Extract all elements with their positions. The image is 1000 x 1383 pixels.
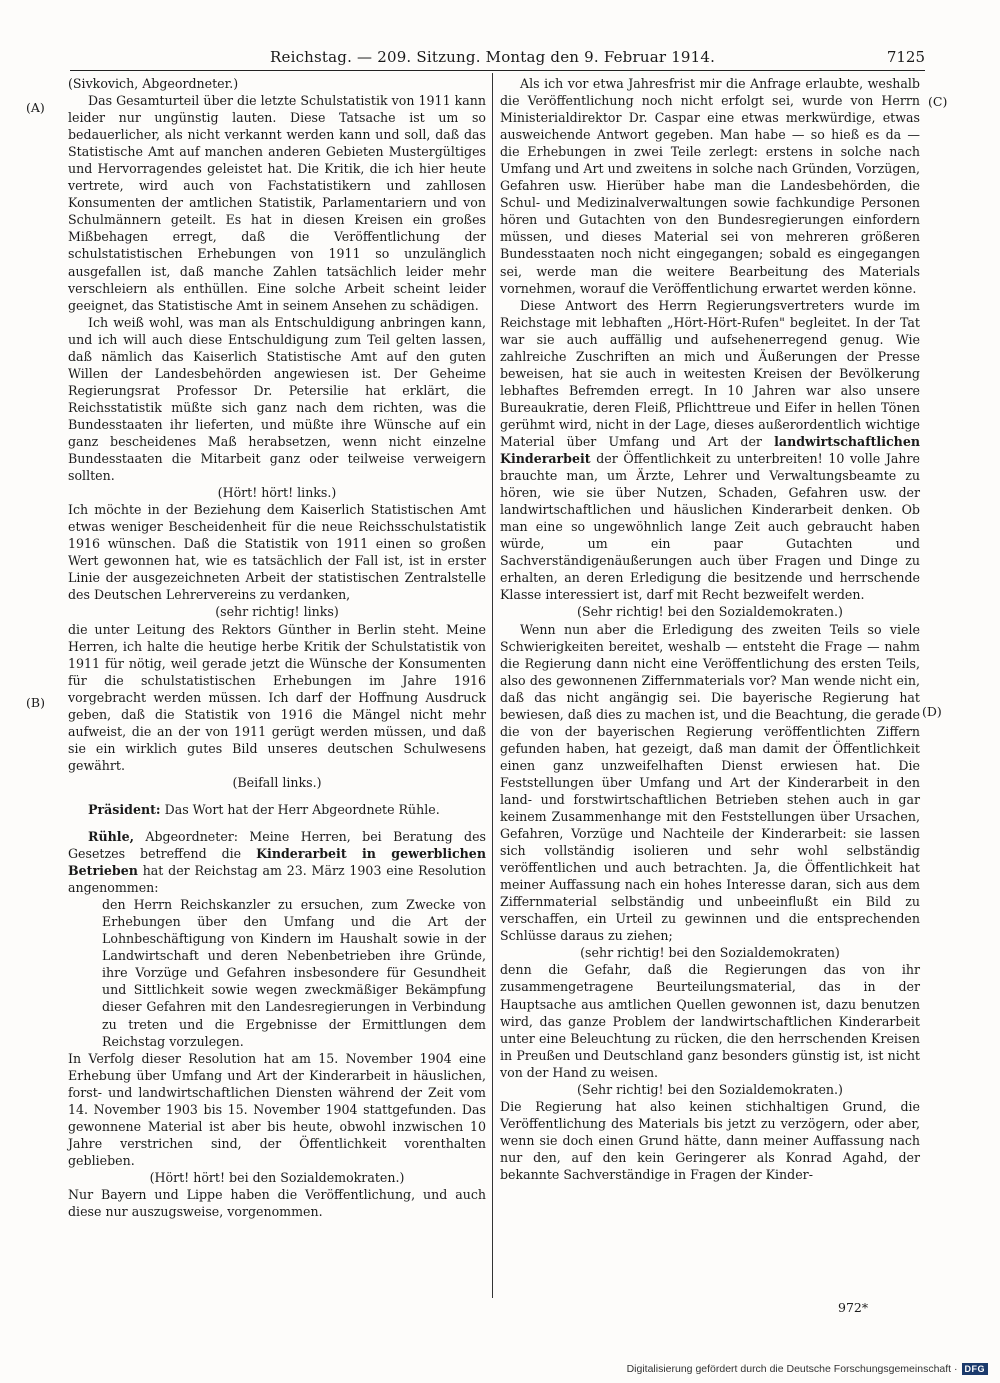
signature-mark: 972* [838,1300,869,1315]
paragraph: In Verfolg dieser Resolution hat am 15. November 1904 eine Erhebung über Umfang und Art der Kinderarbeit in häuslichen, forst- und landwirtschaftlichen Diensten während der Zeit vom 14. November 1903 bis 15. November 1904 stattgefunden. Das gewonnene Material ist aber bis heute, obwohl inzwischen 10 Jahre verstrichen sind, der Öffentlichkeit vorenthalten geblieben. [68,1050,486,1168]
paragraph: Als ich vor etwa Jahresfrist mir die Anfrage erlaubte, weshalb die Veröffentlichung noch nicht erfolgt sei, wurde von Herrn Ministerialdirektor Dr. Caspar eine etwas merkwürdige, etwas ausweichende Antwort gegeben. Man habe — so hieß es da — die Erhebungen in zwei Teile zerlegt: erstens in solche nach Umfang und Art und zweitens in solche nach Gründen, Vorzügen, Gefahren usw. Hierüber habe man die Landesbehörden, die Schul- und Medizinalverwaltungen sowie fachkundige Personen hören und Gutachten von den Bundesregierungen einfordern müssen, und dieses Material sei von mehreren größeren Bundesstaaten noch nicht eingegangen; sobald es eingegangen sei, werde man die weitere Bearbeitung des Materials vornehmen, worauf die Veröffentlichung erwartet werden könne. [500,76,920,296]
interjection: (sehr richtig! bei den Sozialdemokraten) [580,945,840,961]
interjection: (Beifall links.) [232,774,322,790]
emphasis-text: Kinderarbeit in gewerblichen Betrieben [68,846,486,879]
paragraph-text: der Öffentlichkeit zu unterbreiten! 10 volle Jahre brauchte man, um Ärzte, Lehrer und Verwaltungsbeamte zu hören, wie sie über Nutzen, Schaden, Gefahren usw. der landwirtschaftlichen und häuslichen Kinderarbeit denken. Ob man eine so ungewöhnlich lange Zeit auch gebraucht haben würde, um ein paar Gutachten und Sachverständigenäußerungen auch über Fragen und Dinge zu erhalten, an deren Erledigung die besitzende und herrschende Klasse interessiert ist, darf mit Recht bezweifelt werden. [500,451,920,603]
margin-marker-a: (A) [26,100,45,115]
right-column [500,75,920,1183]
statement-text: Abgeordneter: Meine Herren, bei Beratung des Gesetzes betreffend die [68,829,486,862]
president-statement [68,801,486,818]
left-column [68,75,486,1220]
speaker-label: Rühle, [88,829,134,845]
digitization-footer [627,1363,988,1375]
interjection: (Hört! hört! bei den Sozialdemokraten.) [149,1169,405,1185]
paragraph [500,297,920,604]
interjection: (sehr richtig! links) [215,604,339,620]
ruehle-statement [68,828,486,896]
paragraph: Ich weiß wohl, was man als Entschuldigung anbringen kann, und ich will auch diese Entschuldigung zum Teil gelten lassen, daß nämlich das Kaiserlich Statistische Amt auf den guten Willen der Landesbehörden angewiesen ist. Der Geheime Regierungsrat Professor Dr. Petersilie hat erklärt, die Reichsstatistik müßte sich ganz nach dem richten, was die Bundesstaaten ihr lieferten, und müßte ihre Wünsche auf ein ganz bescheidenes Maß herabsetzen, wenn nicht einzelne Bundesstaaten die Mitarbeit ganz oder teilweise verweigern sollten. [68,314,486,484]
running-header [70,48,925,71]
margin-marker-b: (B) [26,695,45,710]
paragraph: die unter Leitung des Rektors Günther in Berlin steht. Meine Herren, ich halte die heutige herbe Kritik der Schulstatistik von 1911 für nötig, weil gerade jetzt die Wünsche der Konsumenten für die schulstatistischen Erhebungen im Jahre 1916 vorgebracht werden müssen. Ich darf der Hoffnung Ausdruck geben, daß die Statistik von 1916 die Mängel nicht mehr aufweist, die an der von 1911 gerügt werden müssen, und daß sie ein wirklich gutes Bild unseres deutschen Schulwesens gewährt. [68,621,486,773]
paragraph: Das Gesamturteil über die letzte Schulstatistik von 1911 kann leider nur ungünstig lauten. Diese Tatsache ist um so bedauerlicher, als nicht verkannt werden kann und soll, daß das Statistische Amt auf manchen anderen Gebieten Mustergültiges und Hervorragendes geleistet hat. Die Kritik, die ich hier heute vertrete, wird auch von Fachstatistikern und zahllosen Konsumenten der amtlichen Statistik, Parlamentariern und von Schulmännern geteilt. Es hat in diesen Kreisen ein großes Mißbehagen erregt, daß die Veröffentlichung der schulstatistischen Erhebungen von 1911 so unzulänglich ausgefallen ist, daß manche Zahlen tatsächlich leider mehr verschleiern als enthüllen. Eine solche Arbeit scheint leider geeignet, das Statistische Amt in seinem Ansehen zu schädigen. [68,93,486,313]
margin-marker-c: (C) [928,94,948,109]
digitization-note: Digitalisierung gefördert durch die Deutsche Forschungsgemeinschaft · [626,1363,958,1375]
statement-text: hat der Reichstag am 23. März 1903 eine Resolution angenommen: [68,863,486,896]
column-divider [492,73,493,1298]
resolution-quote: den Herrn Reichskanzler zu ersuchen, zum Zwecke von Erhebungen über den Umfang und die Art der Lohnbeschäftigung von Kindern im Haushalt sowie in der Landwirtschaft und deren Nebenbetrieben ihre Gründe, ihre Vorzüge und Gefahren insbesondere für Gesundheit und Sittlichkeit sowie wegen zweckmäßiger Bekämpfung dieser Gefahren mit den Landesregierungen in Verbindung zu treten und die Ergebnisse der Ermittlungen dem Reichstag vorzulegen. [102,897,486,1049]
page-number: 7125 [886,48,925,66]
paragraph: Wenn nun aber die Erledigung des zweiten Teils so viele Schwierigkeiten bereitet, weshalb — entsteht die Frage — nahm die Regierung dann nicht eine Veröffentlichung des ersten Teils, also des gewonnenen Ziffernmaterials vor? Man wende nicht ein, daß das nicht angängig sei. Die bayerische Regierung hat bewiesen, daß dies zu machen ist, und die Beachtung, die gerade die von der bayerischen Regierung veröffentlichten Ziffern gefunden haben, hat gezeigt, daß man damit der Öffentlichkeit einen ganz unzweifelhaften Dienst erwiesen hat. Die Feststellungen über Umfang und Art der Kinderarbeit in den land- und forstwirtschaftlichen Betrieben stehen auch in gar keinem Zusammenhange mit den Feststellungen über Ursachen, Gefahren, Vorzüge und Nachteile der Kinderarbeit: sie lassen sich vollständig isolieren und sehr wohl selbständig veröffentlichen und auch betrachten. Ja, die Öffentlichkeit hat meiner Auffassung nach ein hohes Interesse daran, sich aus dem Ziffernmaterial selbständig und unbeeinflußt ein Bild zu verschaffen, ein Urteil zu gewinnen und die entsprechenden Schlüsse daraus zu ziehen; [500,621,920,944]
paragraph: Ich möchte in der Beziehung dem Kaiserlich Statistischen Amt etwas weniger Bescheidenheit für die neue Reichsschulstatistik 1916 wünschen. Daß die Statistik von 1911 einen so großen Wert gewonnen hat, wie es tatsächlich der Fall ist, ist in erster Linie der ausgezeichneten Arbeit der statistischen Zentralstelle des Deutschen Lehrervereins zu verdanken, [68,502,486,603]
paragraph-text: Diese Antwort des Herrn Regierungsvertreters wurde im Reichstage mit lebhaften „Hört-Hört-Rufen" begleitet. In der Tat war sie auch auffällig und aufsehenerregend genug. Wie zahlreiche Zuschriften an mich und Äußerungen der Presse beweisen, hat sie auch in weitesten Kreisen der Bevölkerung lebhaftes Befremden erregt. In 10 Jahren war also unsere Bureaukratie, deren Fleiß, Pflichttreue und Eifer in hellen Tönen gerühmt wird, nicht in der Lage, dieses außerordentlich wichtige Material über Umfang und Art der [500,297,920,449]
paragraph: Nur Bayern und Lippe haben die Veröffentlichung, und auch diese nur auszugsweise, vorgenommen. [68,1187,486,1220]
paragraph: denn die Gefahr, daß die Regierungen das von ihr zusammengetragene Beurteilungsmaterial, das in der Hauptsache aus amtlichen Quellen gewonnen ist, dazu benutzen wird, das ganze Problem der landwirtschaftlichen Kinderarbeit unter eine Beleuchtung zu rücken, die den herrschenden Kreisen in Preußen und Deutschland ganz besonders günstig ist, ist nicht von der Hand zu weisen. [500,962,920,1080]
emphasis-text: landwirtschaftlichen Kinderarbeit [500,433,920,467]
interjection: (Sehr richtig! bei den Sozialdemokraten.) [577,604,843,620]
paragraph: Die Regierung hat also keinen stichhaltigen Grund, die Veröffentlichung des Materials bis jetzt zu verzögern, oder aber, wenn sie doch einen Grund hätte, dann meiner Auffassung nach nur den, auf den kein Geringerer als Konrad Agahd, der bekannte Sachverständige in Fragen der Kinder- [500,1098,920,1182]
speaker-label: Präsident: [88,801,161,817]
running-title: Reichstag. — 209. Sitzung. Montag den 9. Februar 1914. [270,48,716,66]
interjection: (Sehr richtig! bei den Sozialdemokraten.) [577,1081,843,1097]
interjection: (Hört! hört! links.) [217,485,337,501]
dfg-logo: DFG [962,1363,989,1375]
speaker-continuation: (Sivkovich, Abgeordneter.) [68,76,239,91]
statement-text: Das Wort hat der Herr Abgeordnete Rühle. [164,801,440,817]
margin-marker-d: (D) [922,704,942,719]
